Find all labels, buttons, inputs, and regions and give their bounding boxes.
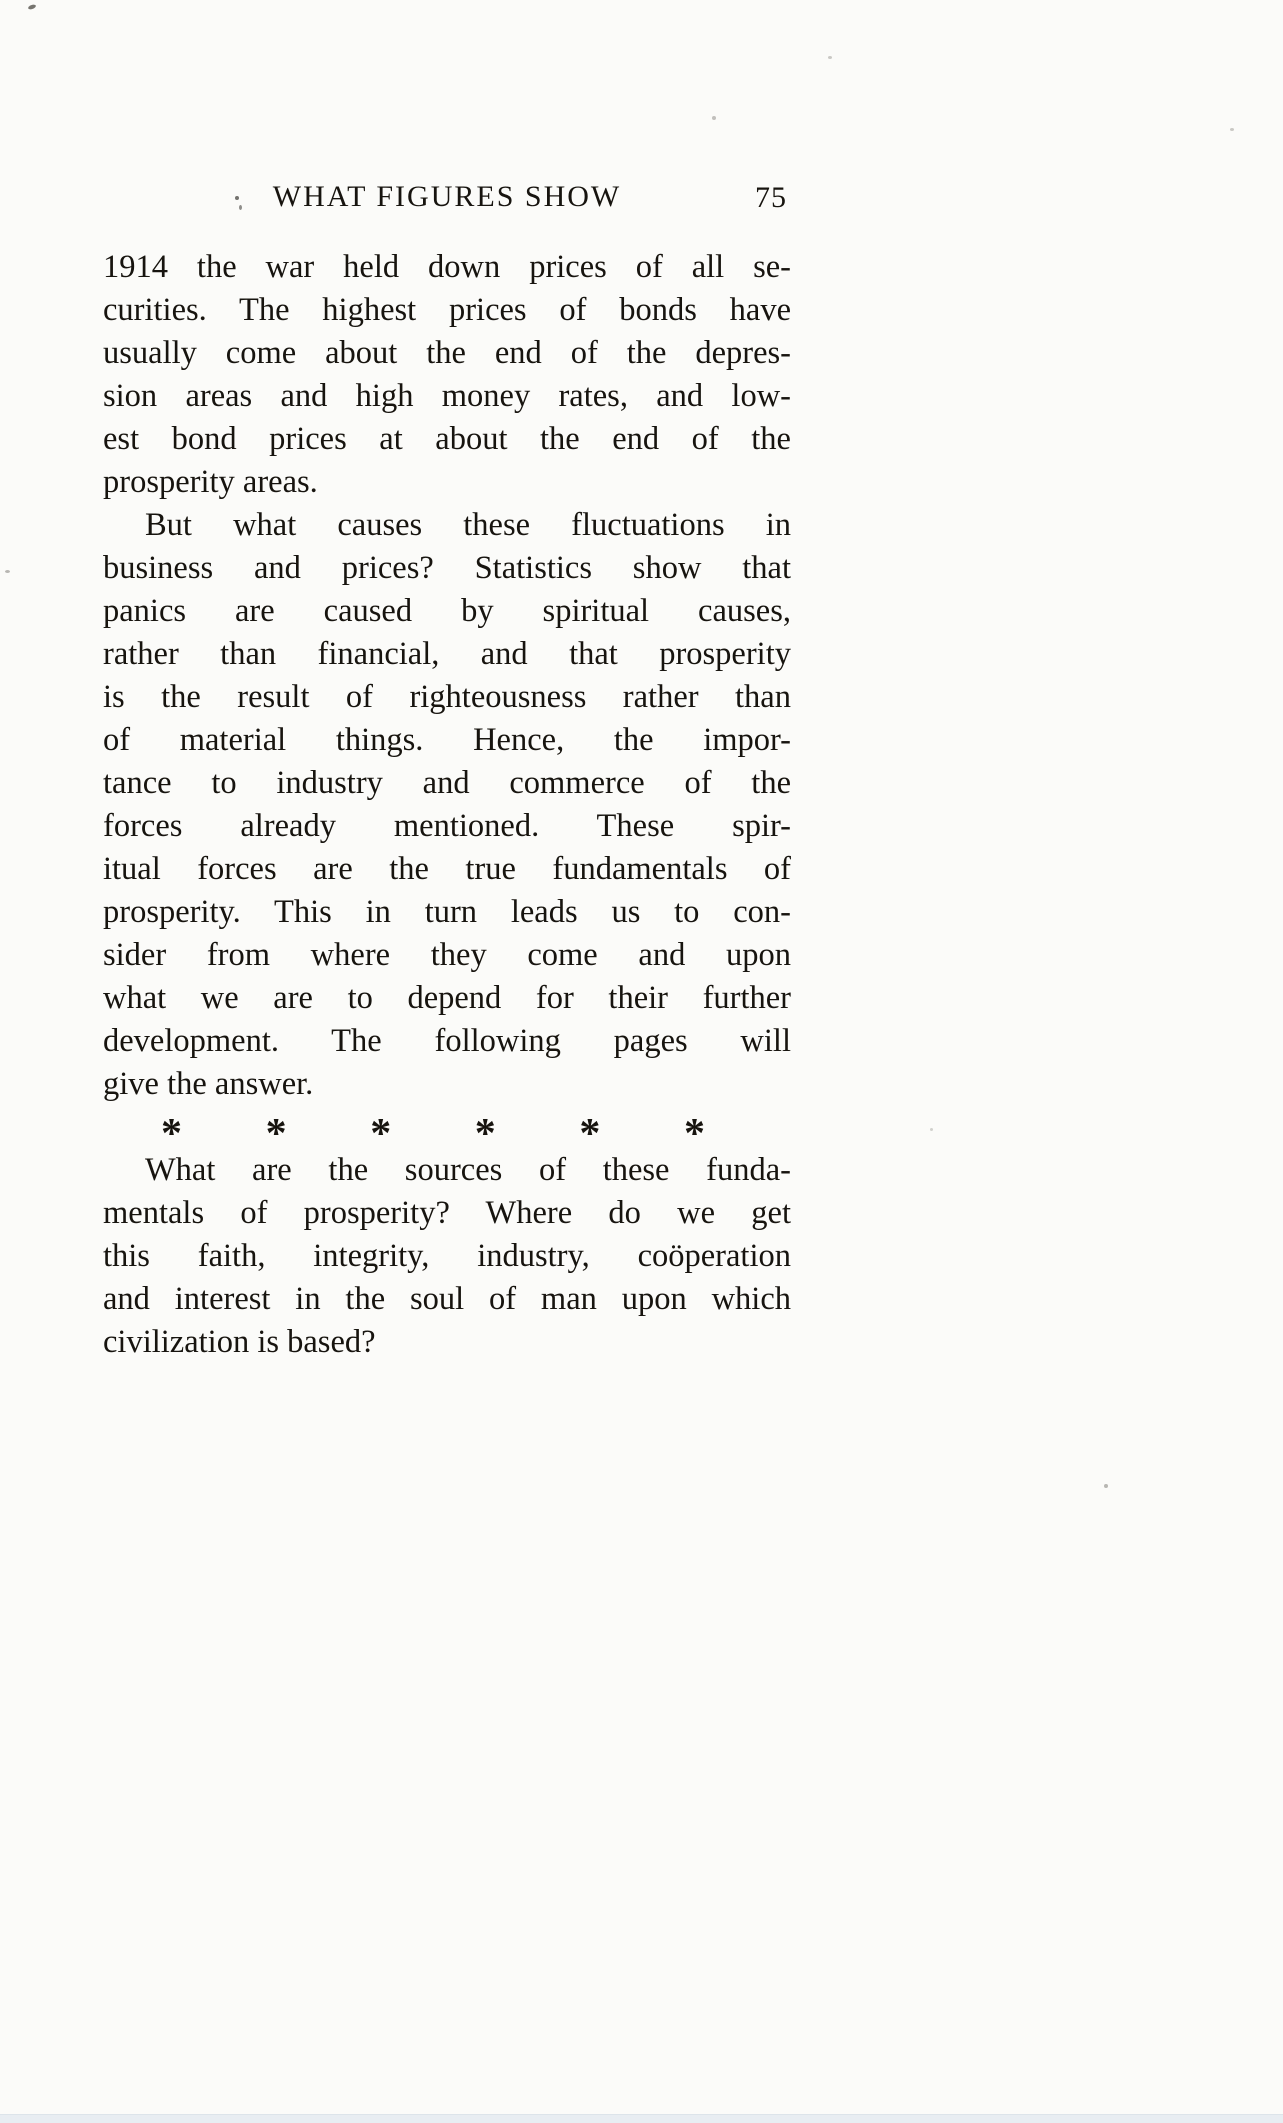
page-body bbox=[103, 246, 791, 1364]
text-line: tance to industry and commerce of the bbox=[103, 765, 791, 801]
text-line: civilization is based? bbox=[103, 1324, 376, 1360]
asterisk-icon: * bbox=[370, 1111, 392, 1157]
text-line: prosperity. This in turn leads us to con- bbox=[103, 894, 791, 930]
page-number: 75 bbox=[755, 181, 787, 214]
text-line: itual forces are the true fundamentals of bbox=[103, 851, 791, 887]
asterisk-icon: * bbox=[579, 1111, 601, 1157]
scan-speck bbox=[712, 116, 716, 120]
scan-speck bbox=[930, 1128, 933, 1131]
text-line: development. The following pages will bbox=[103, 1023, 791, 1059]
running-head: WHAT FIGURES SHOW bbox=[272, 180, 622, 213]
text-line: est bond prices at about the end of the bbox=[103, 421, 791, 457]
scan-mark bbox=[235, 196, 239, 200]
asterisk-icon: * bbox=[474, 1111, 496, 1157]
text-line: But what causes these fluctuations in bbox=[145, 507, 791, 543]
text-line: forces already mentioned. These spir- bbox=[103, 808, 791, 844]
text-line: usually come about the end of the depres- bbox=[103, 335, 791, 371]
asterisk-separator bbox=[103, 1106, 791, 1157]
text-line: of material things. Hence, the impor- bbox=[103, 722, 791, 758]
scan-speck bbox=[28, 4, 37, 10]
page-header bbox=[103, 180, 791, 222]
text-line: prosperity areas. bbox=[103, 464, 318, 500]
text-line: 1914 the war held down prices of all se- bbox=[103, 249, 791, 285]
text-line: this faith, integrity, industry, coöperation bbox=[103, 1238, 791, 1274]
text-line: What are the sources of these funda- bbox=[145, 1152, 791, 1188]
scan-speck bbox=[1104, 1484, 1108, 1488]
text-line: business and prices? Statistics show that bbox=[103, 550, 791, 586]
text-line: what we are to depend for their further bbox=[103, 980, 791, 1016]
asterisk-icon: * bbox=[265, 1111, 287, 1157]
text-line: is the result of righteousness rather than bbox=[103, 679, 791, 715]
text-line: rather than financial, and that prosperity bbox=[103, 636, 791, 672]
text-line: sion areas and high money rates, and low- bbox=[103, 378, 791, 414]
asterisk-icon: * bbox=[683, 1111, 705, 1157]
text-line: give the answer. bbox=[103, 1066, 314, 1102]
text-line: and interest in the soul of man upon which bbox=[103, 1281, 791, 1317]
scan-speck bbox=[1230, 128, 1234, 131]
text-line: mentals of prosperity? Where do we get bbox=[103, 1195, 791, 1231]
scan-speck bbox=[5, 570, 10, 573]
text-line: sider from where they come and upon bbox=[103, 937, 791, 973]
text-line: panics are caused by spiritual causes, bbox=[103, 593, 791, 629]
text-line: curities. The highest prices of bonds have bbox=[103, 292, 791, 328]
scan-edge bbox=[0, 2114, 1283, 2123]
asterisk-icon: * bbox=[161, 1111, 182, 1157]
scan-speck bbox=[828, 56, 832, 59]
